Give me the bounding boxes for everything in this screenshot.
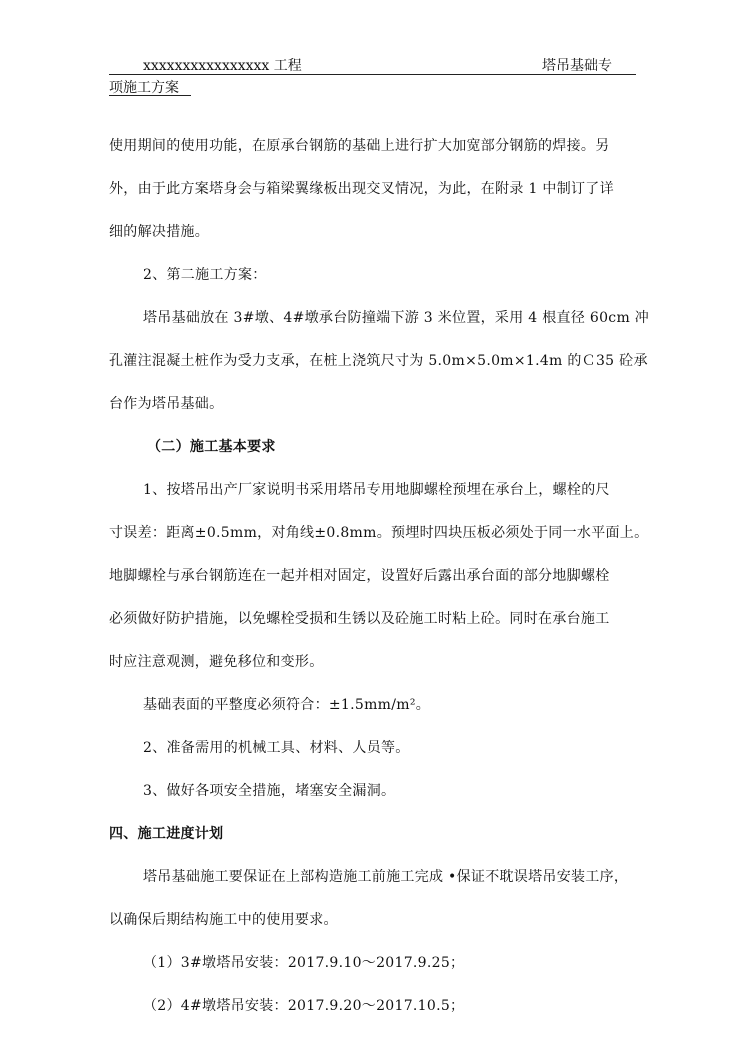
header-rule [109,74,636,75]
section-item: 2、第二施工方案： [143,267,267,283]
section-heading: （二）施工基本要求 [147,439,276,455]
paragraph-line: 以确保后期结构施工中的使用要求。 [109,912,338,928]
paragraph-line: 孔灌注混凝土桩作为受力支承，在桩上浇筑尺寸为 5.0m×5.0m×1.4m 的Ｃ35 砼承 [109,353,648,369]
paragraph-line: 塔吊基础施工要保证在上部构造施工前施工完成 •保证不耽误塔吊安装工序， [143,869,629,885]
header-continued-rule [109,95,191,96]
schedule-item: （2）4#墩塔吊安装：2017.9.20～2017.10.5； [143,998,465,1014]
paragraph-line: 使用期间的使用功能，在原承台钢筋的基础上进行扩大加宽部分钢筋的焊接。另 [109,138,610,154]
paragraph-line: 1、按塔吊出产厂家说明书采用塔吊专用地脚螺栓预埋在承台上，螺栓的尺 [143,482,610,498]
header-project: xxxxxxxxxxxxxxxx 工程 [143,58,302,74]
paragraph-line: 细的解决措施。 [109,224,210,240]
header-title: 塔吊基础专 [542,58,612,74]
paragraph-line: 时应注意观测，避免移位和变形。 [109,654,324,670]
paragraph-line: 塔吊基础放在 3#墩、4#墩承台防撞端下游 3 米位置，采用 4 根直径 60cm 冲 [143,310,650,326]
paragraph-line: 地脚螺栓与承台钢筋连在一起并相对固定，设置好后露出承台面的部分地脚螺栓 [109,568,610,584]
header-title-continued: 项施工方案 [109,80,179,96]
section-item: 3、做好各项安全措施，堵塞安全漏洞。 [143,783,396,799]
schedule-item: （1）3#墩塔吊安装：2017.9.10～2017.9.25； [143,955,465,971]
section-heading: 四、施工进度计划 [109,826,224,842]
paragraph-line: 寸误差：距离±0.5mm，对角线±0.8mm。预埋时四块压板必须处于同一水平面上。 [109,525,649,541]
paragraph-line: 基础表面的平整度必须符合：±1.5mm/m²。 [143,697,431,713]
section-item: 2、准备需用的机械工具、材料、人员等。 [143,740,410,756]
paragraph-line: 外，由于此方案塔身会与箱梁翼缘板出现交叉情况，为此，在附录 1 中制订了详 [109,181,614,197]
paragraph-line: 必须做好防护措施，以免螺栓受损和生锈以及砼施工时粘上砼。同时在承台施工 [109,611,610,627]
paragraph-line: 台作为塔吊基础。 [109,396,224,412]
